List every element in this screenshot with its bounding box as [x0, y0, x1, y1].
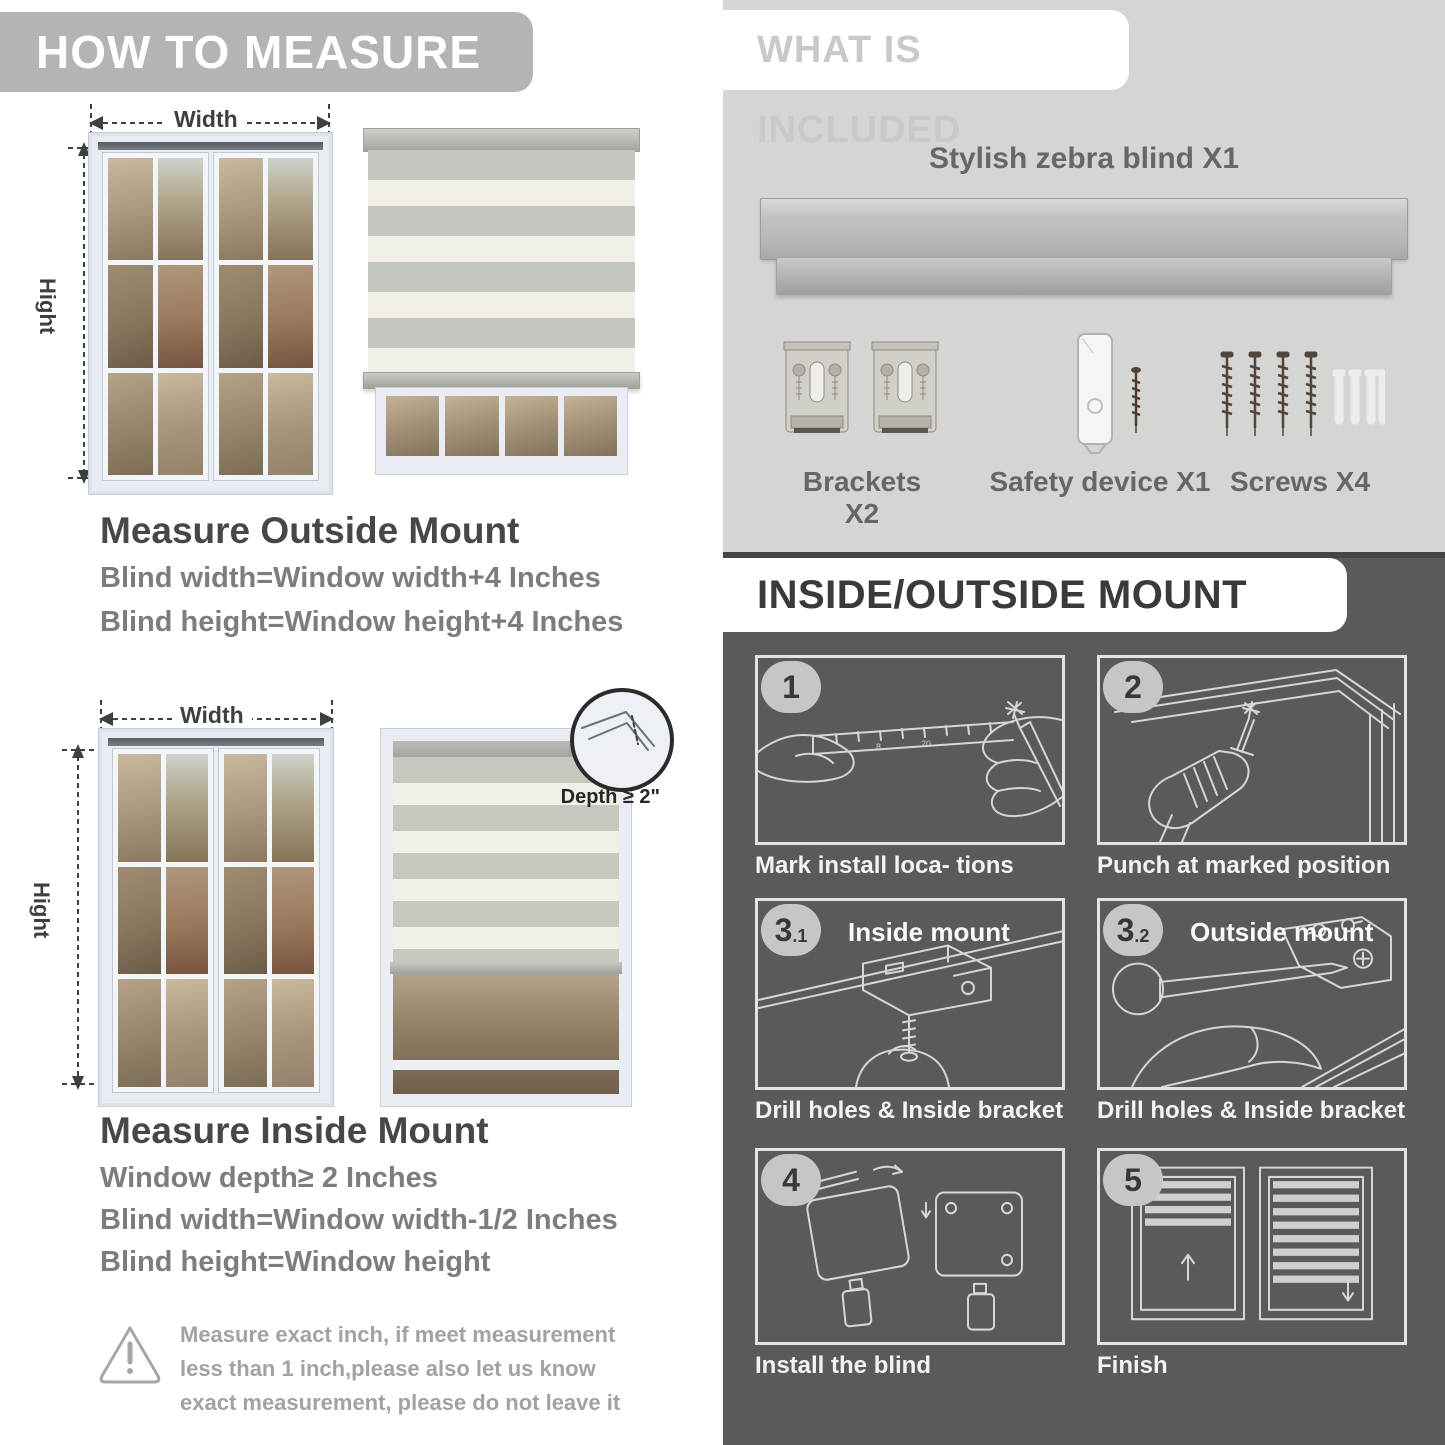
- step-panel-2: [1097, 655, 1407, 845]
- how-to-measure-header: HOW TO MEASURE: [0, 12, 533, 92]
- window-pane: [268, 373, 313, 475]
- step-badge: 2: [1103, 661, 1163, 713]
- step-caption-2: Punch at marked position: [1097, 852, 1391, 879]
- what-is-included-header: WHAT IS INCLUDED: [723, 10, 1129, 90]
- window-pane: [108, 373, 153, 475]
- blind-cassette: [363, 128, 640, 152]
- outside-mount-heading: Measure Outside Mount: [100, 510, 520, 551]
- svg-text:20: 20: [921, 739, 932, 749]
- window-pane: [224, 979, 267, 1087]
- window-pane: [166, 979, 209, 1087]
- window-pane: [505, 396, 558, 456]
- window-pane: [224, 867, 267, 975]
- step-caption-3-1: Drill holes & Inside bracket: [755, 1097, 1064, 1124]
- depth-label: Depth ≥ 2": [560, 786, 660, 808]
- step-panel-4: [755, 1148, 1065, 1345]
- window-pane: [158, 373, 203, 475]
- window-photo-outside: [88, 132, 333, 495]
- safety-device-photo: [1050, 330, 1160, 458]
- step-caption-5: Finish: [1097, 1352, 1168, 1379]
- window-sashes: [102, 152, 319, 481]
- inside-mount-blind-photo: [380, 728, 632, 1107]
- outside-mount-blind-photo: [363, 128, 640, 493]
- warning-text: Measure exact inch, if meet measurement less than 1 inch,please also let us know exact measurement, please do not leave it: [180, 1322, 621, 1416]
- window-roller-shadow: [108, 738, 324, 746]
- window-pane: [268, 265, 313, 367]
- window-sill: [393, 1060, 619, 1070]
- window-pane: [386, 396, 439, 456]
- height-label: Hight: [35, 278, 60, 335]
- inside-outside-mount-header: INSIDE/OUTSIDE MOUNT: [723, 558, 1347, 632]
- depth-magnifier-circle: [570, 688, 674, 792]
- inside-mount-heading: Measure Inside Mount: [100, 1110, 489, 1151]
- window-lower-part: [375, 387, 628, 475]
- width-label: Width: [172, 702, 252, 729]
- window-sashes: [112, 748, 320, 1093]
- window-pane: [272, 754, 315, 862]
- zebra-blind-cassette-photo: [760, 198, 1408, 260]
- window-roller-shadow: [98, 142, 323, 150]
- step-panel-3-2: [1097, 898, 1407, 1090]
- outside-mount-title: Outside mount: [1190, 917, 1374, 947]
- warning-triangle-icon: [98, 1322, 168, 1386]
- window-pane: [219, 373, 264, 475]
- window-photo-inside: [98, 728, 334, 1107]
- inside-formula-width: Blind width=Window width-1/2 Inches: [100, 1204, 618, 1236]
- step-badge: 1: [761, 661, 821, 713]
- step-badge: 5: [1103, 1154, 1163, 1206]
- step-panel-1: [755, 655, 1065, 845]
- outside-formula-width: Blind width=Window width+4 Inches: [100, 562, 601, 594]
- window-pane: [219, 265, 264, 367]
- brackets-caption: Brackets X2: [802, 466, 922, 529]
- inside-mount-title: Inside mount: [848, 917, 1010, 947]
- screws-caption: Screws X4: [1229, 466, 1371, 497]
- brackets-photo: [782, 338, 942, 458]
- window-sash: [218, 748, 320, 1093]
- window-sash: [102, 152, 209, 481]
- window-pane: [108, 158, 153, 260]
- frame-corner-detail: [574, 692, 662, 780]
- step-caption-1: Mark install loca- tions: [755, 852, 1014, 879]
- window-pane: [445, 396, 498, 456]
- outside-formula-height: Blind height=Window height+4 Inches: [100, 606, 624, 638]
- height-label: Hight: [29, 882, 54, 939]
- step-badge: 4: [761, 1154, 821, 1206]
- window-lower-part: [393, 974, 619, 1094]
- window-pane: [158, 158, 203, 260]
- height-dimension-arrow: [60, 742, 96, 1092]
- inside-formula-height: Blind height=Window height: [100, 1246, 491, 1278]
- window-pane: [272, 867, 315, 975]
- window-pane: [564, 396, 617, 456]
- window-pane: [108, 265, 153, 367]
- window-pane: [118, 979, 161, 1087]
- step-caption-4: Install the blind: [755, 1352, 932, 1379]
- step-panel-3-1: [755, 898, 1065, 1090]
- safety-device-caption: Safety device X1: [989, 466, 1211, 497]
- svg-text:8: 8: [876, 742, 882, 752]
- window-pane: [219, 158, 264, 260]
- width-label: Width: [166, 106, 246, 133]
- window-pane: [118, 867, 161, 975]
- step-badge: 3 .2: [1103, 904, 1163, 956]
- product-label: Stylish zebra blind X1: [928, 142, 1240, 175]
- window-sash: [112, 748, 214, 1093]
- zebra-blind-rail-photo: [776, 258, 1392, 295]
- window-pane: [268, 158, 313, 260]
- step-panel-5: [1097, 1148, 1407, 1345]
- step-caption-3-2: Drill holes & Inside bracket: [1097, 1097, 1406, 1124]
- window-pane: [224, 754, 267, 862]
- window-pane: [166, 867, 209, 975]
- window-sash: [213, 152, 320, 481]
- window-pane: [166, 754, 209, 862]
- inside-formula-depth: Window depth≥ 2 Inches: [100, 1162, 438, 1194]
- window-pane: [158, 265, 203, 367]
- step-badge: 3 .1: [761, 904, 821, 956]
- blind-zebra-shade: [368, 150, 635, 372]
- blind-bottom-rail: [390, 962, 622, 974]
- window-pane: [118, 754, 161, 862]
- window-pane: [272, 979, 315, 1087]
- screws-photo: [1215, 348, 1385, 456]
